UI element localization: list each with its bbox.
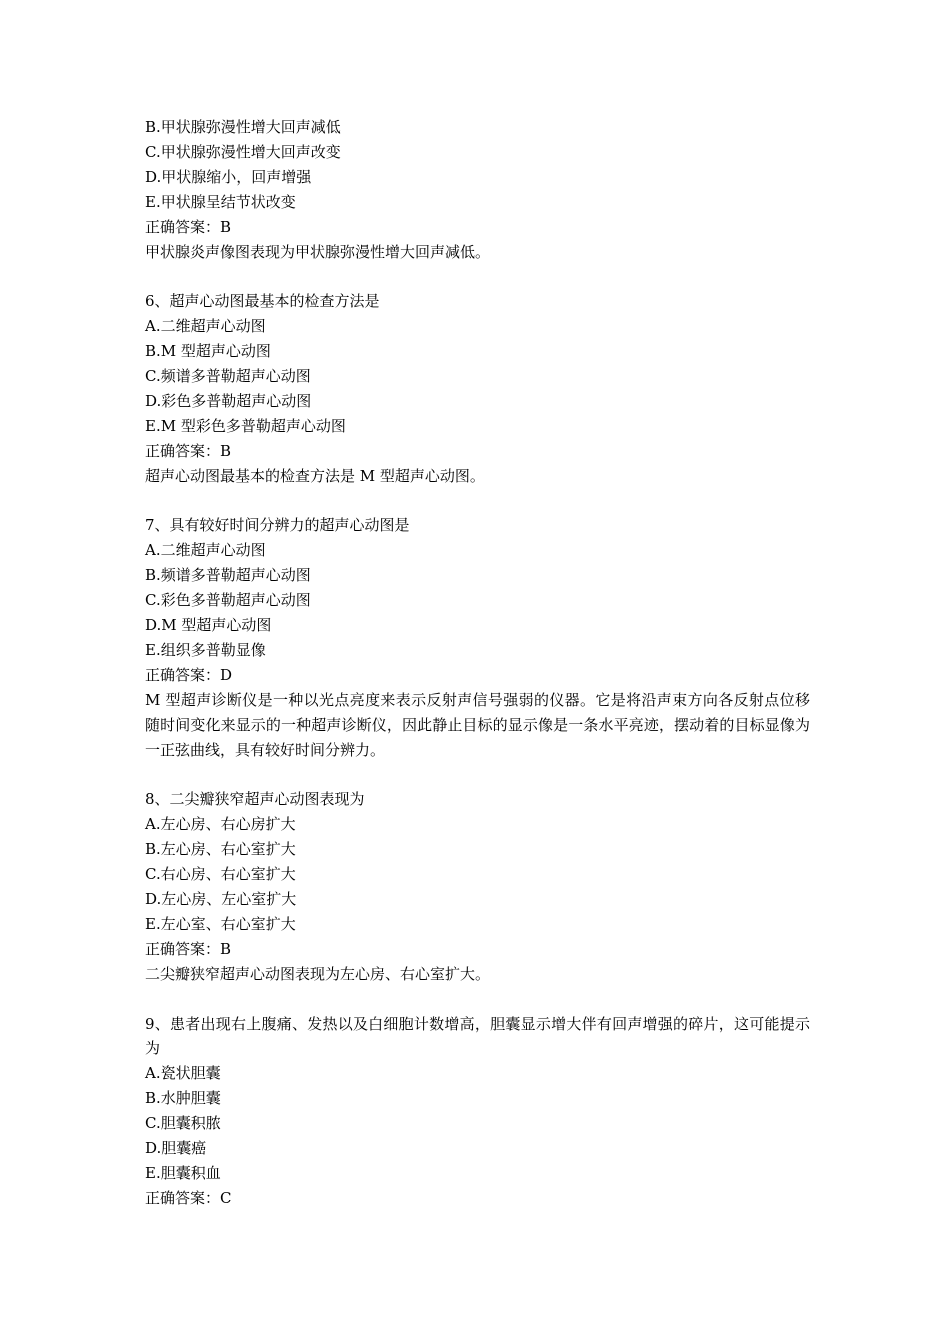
- answer-explanation: 二尖瓣狭窄超声心动图表现为左心房、右心室扩大。: [145, 964, 491, 983]
- option-c: C.右心房、右心室扩大: [145, 865, 296, 884]
- answer-explanation: M 型超声诊断仪是一种以光点亮度来表示反射声信号强弱的仪器。它是将沿声束方向各反射点位移随时间变化来显示的一种超声诊断仪，因此静止目标的显示像是一条水平亮迹，摆动着的目标显像为一正弦曲线，具有较好时间分辨力。: [145, 690, 810, 759]
- question-5-continuation: [145, 115, 810, 264]
- option-b: B.左心房、右心室扩大: [145, 840, 296, 859]
- option-e: E.甲状腺呈结节状改变: [145, 192, 296, 211]
- question-stem: 7、具有较好时间分辨力的超声心动图是: [145, 516, 410, 535]
- spacer: [145, 763, 810, 788]
- spacer: [145, 987, 810, 1012]
- option-e: E.左心室、右心室扩大: [145, 914, 296, 933]
- option-e: E.胆囊积血: [145, 1164, 221, 1182]
- correct-answer: 正确答案：B: [145, 939, 232, 958]
- correct-answer: 正确答案：D: [145, 665, 233, 684]
- option-a: A.二维超声心动图: [145, 541, 266, 560]
- question-8: [145, 787, 810, 986]
- option-e: E.M 型彩色多普勒超声心动图: [145, 416, 346, 435]
- answer-explanation: 甲状腺炎声像图表现为甲状腺弥漫性增大回声减低。: [145, 242, 491, 261]
- option-b: B.M 型超声心动图: [145, 342, 271, 361]
- correct-answer: 正确答案：B: [145, 217, 232, 236]
- option-b: B.水肿胆囊: [145, 1089, 221, 1108]
- question-6: [145, 289, 810, 488]
- option-c: C.甲状腺弥漫性增大回声改变: [145, 142, 341, 161]
- option-d: D.彩色多普勒超声心动图: [145, 391, 312, 410]
- question-7: [145, 513, 810, 762]
- option-b: B.频谱多普勒超声心动图: [145, 566, 311, 585]
- option-c: C.胆囊积脓: [145, 1114, 221, 1133]
- question-9: [145, 1012, 810, 1211]
- spacer: [145, 264, 810, 289]
- option-e: E.组织多普勒显像: [145, 641, 266, 659]
- spacer: [145, 489, 810, 514]
- question-stem: 9、患者出现右上腹痛、发热以及白细胞计数增高，胆囊显示增大伴有回声增强的碎片，这可能提示为: [145, 1014, 810, 1058]
- correct-answer: 正确答案：B: [145, 441, 232, 460]
- document-content: [145, 115, 810, 1211]
- option-c: C.频谱多普勒超声心动图: [145, 367, 311, 386]
- option-d: D.左心房、左心室扩大: [145, 890, 297, 909]
- option-d: D.甲状腺缩小，回声增强: [145, 167, 312, 186]
- question-stem: 6、超声心动图最基本的检查方法是: [145, 292, 380, 311]
- question-stem: 8、二尖瓣狭窄超声心动图表现为: [145, 790, 365, 809]
- option-d: D.胆囊癌: [145, 1139, 207, 1158]
- option-d: D.M 型超声心动图: [145, 616, 272, 635]
- option-b: B.甲状腺弥漫性增大回声减低: [145, 118, 341, 136]
- correct-answer: 正确答案：C: [145, 1188, 232, 1207]
- option-a: A.左心房、右心房扩大: [145, 815, 296, 834]
- answer-explanation: 超声心动图最基本的检查方法是 M 型超声心动图。: [145, 466, 485, 485]
- option-c: C.彩色多普勒超声心动图: [145, 591, 311, 610]
- option-a: A.二维超声心动图: [145, 317, 266, 336]
- option-a: A.瓷状胆囊: [145, 1064, 221, 1083]
